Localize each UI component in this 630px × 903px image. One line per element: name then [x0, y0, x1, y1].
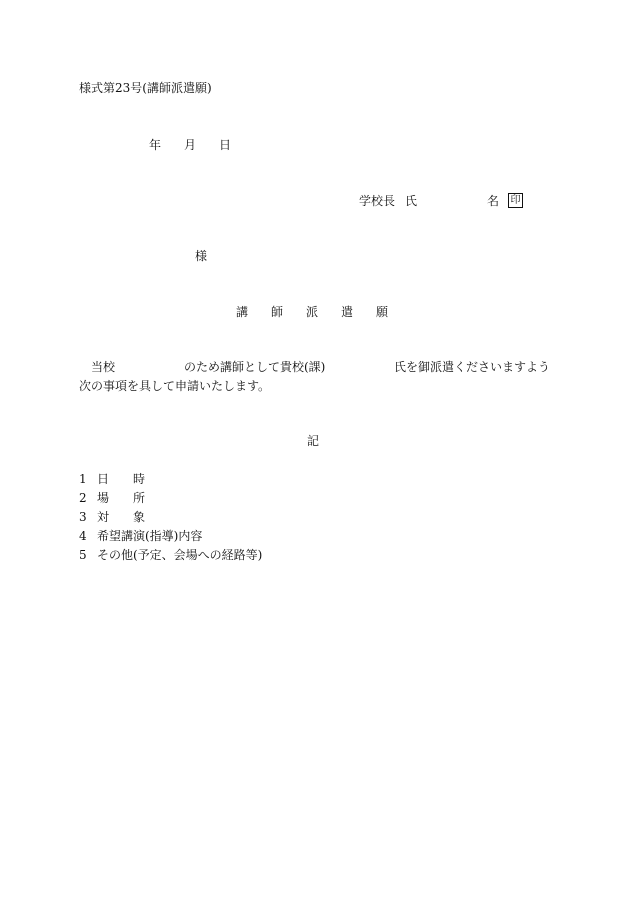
item-number: 2: [79, 491, 87, 505]
document-title: [0, 305, 630, 319]
list-item: [79, 529, 379, 548]
item-list: [79, 472, 379, 567]
title-char: 遣: [341, 305, 354, 319]
body-paragraph-line2: 次の事項を具して申請いたします。: [79, 379, 271, 393]
body-text-part1: 当校: [91, 360, 116, 374]
seal-mark: 印: [508, 193, 523, 208]
title-char: 講: [236, 305, 249, 319]
item-label: 場 所: [97, 491, 146, 505]
principal-given-name-label: 名: [487, 194, 500, 208]
date-month-label: 月: [184, 138, 197, 152]
item-number: 5: [79, 548, 87, 562]
list-item: [79, 472, 379, 491]
item-number: 1: [79, 472, 87, 486]
date-year-label: 年: [149, 138, 162, 152]
item-number: 4: [79, 529, 87, 543]
principal-signature-line: [0, 193, 630, 209]
date-line: [0, 138, 630, 152]
date-day-label: 日: [219, 138, 232, 152]
body-text-part2: のため講師として貴校(課): [184, 360, 326, 374]
item-label: 対 象: [97, 510, 146, 524]
addressee-suffix: 様: [195, 249, 208, 263]
principal-family-name-label: 氏: [405, 194, 418, 208]
title-char: 派: [306, 305, 319, 319]
item-number: 3: [79, 510, 87, 524]
principal-title: 学校長: [359, 194, 396, 208]
ki-heading: 記: [307, 434, 320, 448]
item-label: その他(予定、会場への経路等): [97, 548, 263, 562]
list-item: [79, 510, 379, 529]
list-item: [79, 548, 379, 567]
item-label: 希望講演(指導)内容: [97, 529, 203, 543]
list-item: [79, 491, 379, 510]
item-label: 日 時: [97, 472, 146, 486]
title-char: 師: [271, 305, 284, 319]
body-text-part3: 氏を御派遣くださいますよう: [394, 360, 551, 374]
form-number: 様式第23号(講師派遣願): [79, 81, 212, 95]
body-paragraph-line1: [0, 360, 630, 374]
title-char: 願: [376, 305, 389, 319]
